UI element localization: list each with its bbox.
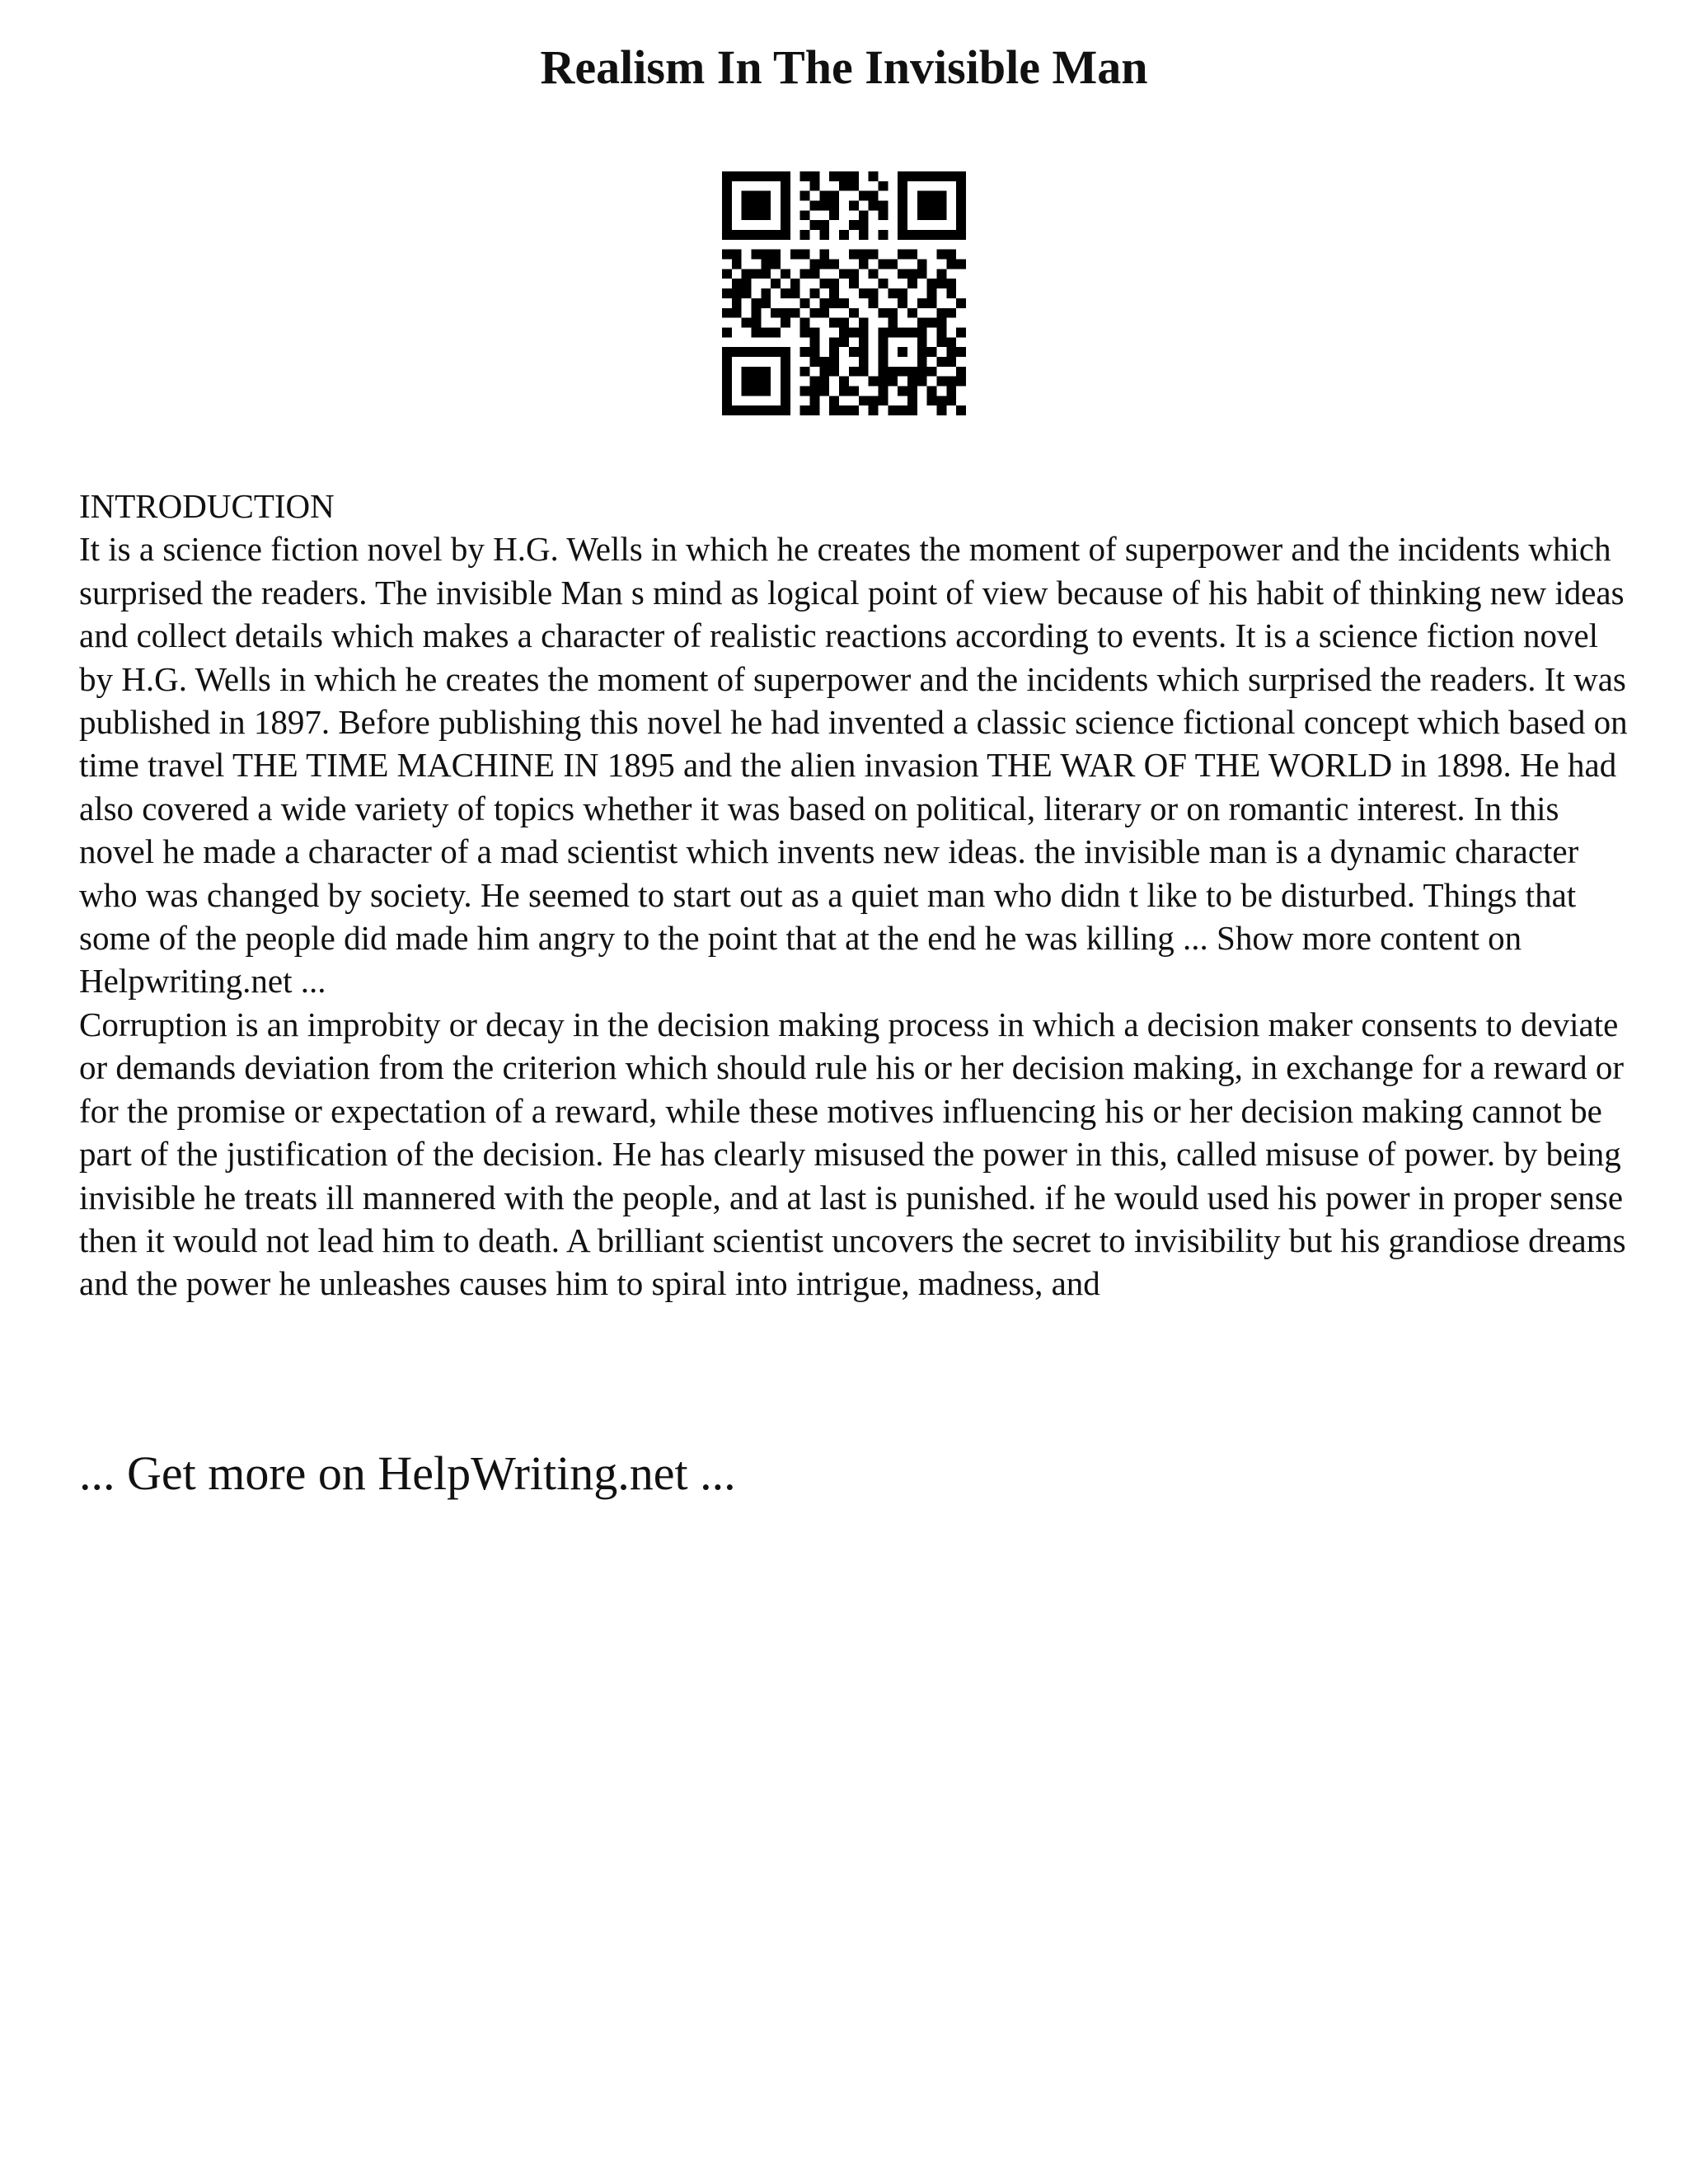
section-heading-introduction: INTRODUCTION — [79, 487, 335, 525]
get-more-link[interactable]: ... Get more on HelpWriting.net ... — [79, 1446, 736, 1500]
document-body — [79, 485, 1629, 1305]
paragraph-corruption: Corruption is an improbity or decay in the decision making process in which a decision maker consents to deviate or demands deviation from the criterion which should rule his or her decision making, in exchange for a reward or for the promise or expectation of a reward, while these motives influencing his or her decision making cannot be part of the justification of the decision. He has clearly misused the power in this, called misuse of power. by being invisible he treats ill mannered with the people, and at last is punished. if he would used his power in proper sense then it would not lead him to death. A brilliant scientist uncovers the secret to invisibility but his grandiose dreams and the power he unleashes causes him to spiral into intrigue, madness, and — [79, 1005, 1626, 1303]
qr-code-icon[interactable] — [722, 171, 966, 415]
page-title: Realism In The Invisible Man — [540, 40, 1148, 94]
paragraph-introduction: It is a science fiction novel by H.G. Wells in which he creates the moment of superpower and the incidents which surprised the readers. The invisible Man s mind as logical point of view because of his habit of thinking new ideas and collect details which makes a character of realistic reactions according to events. It is a science fiction novel by H.G. Wells in which he creates the moment of superpower and the incidents which surprised the readers. It was published in 1897. Before publishing this novel he had invented a classic science fictional concept which based on time travel THE TIME MACHINE IN 1895 and the alien invasion THE WAR OF THE WORLD in 1898. He had also covered a wide variety of topics whether it was based on political, literary or on romantic interest. In this novel he made a character of a mad scientist which invents new ideas. the invisible man is a dynamic character who was changed by society. He seemed to start out as a quiet man who didn t like to be disturbed. Things that some of the people did made him angry to the point that at the end he was killing ... Show more content on Helpwriting.net ... — [79, 530, 1628, 1001]
